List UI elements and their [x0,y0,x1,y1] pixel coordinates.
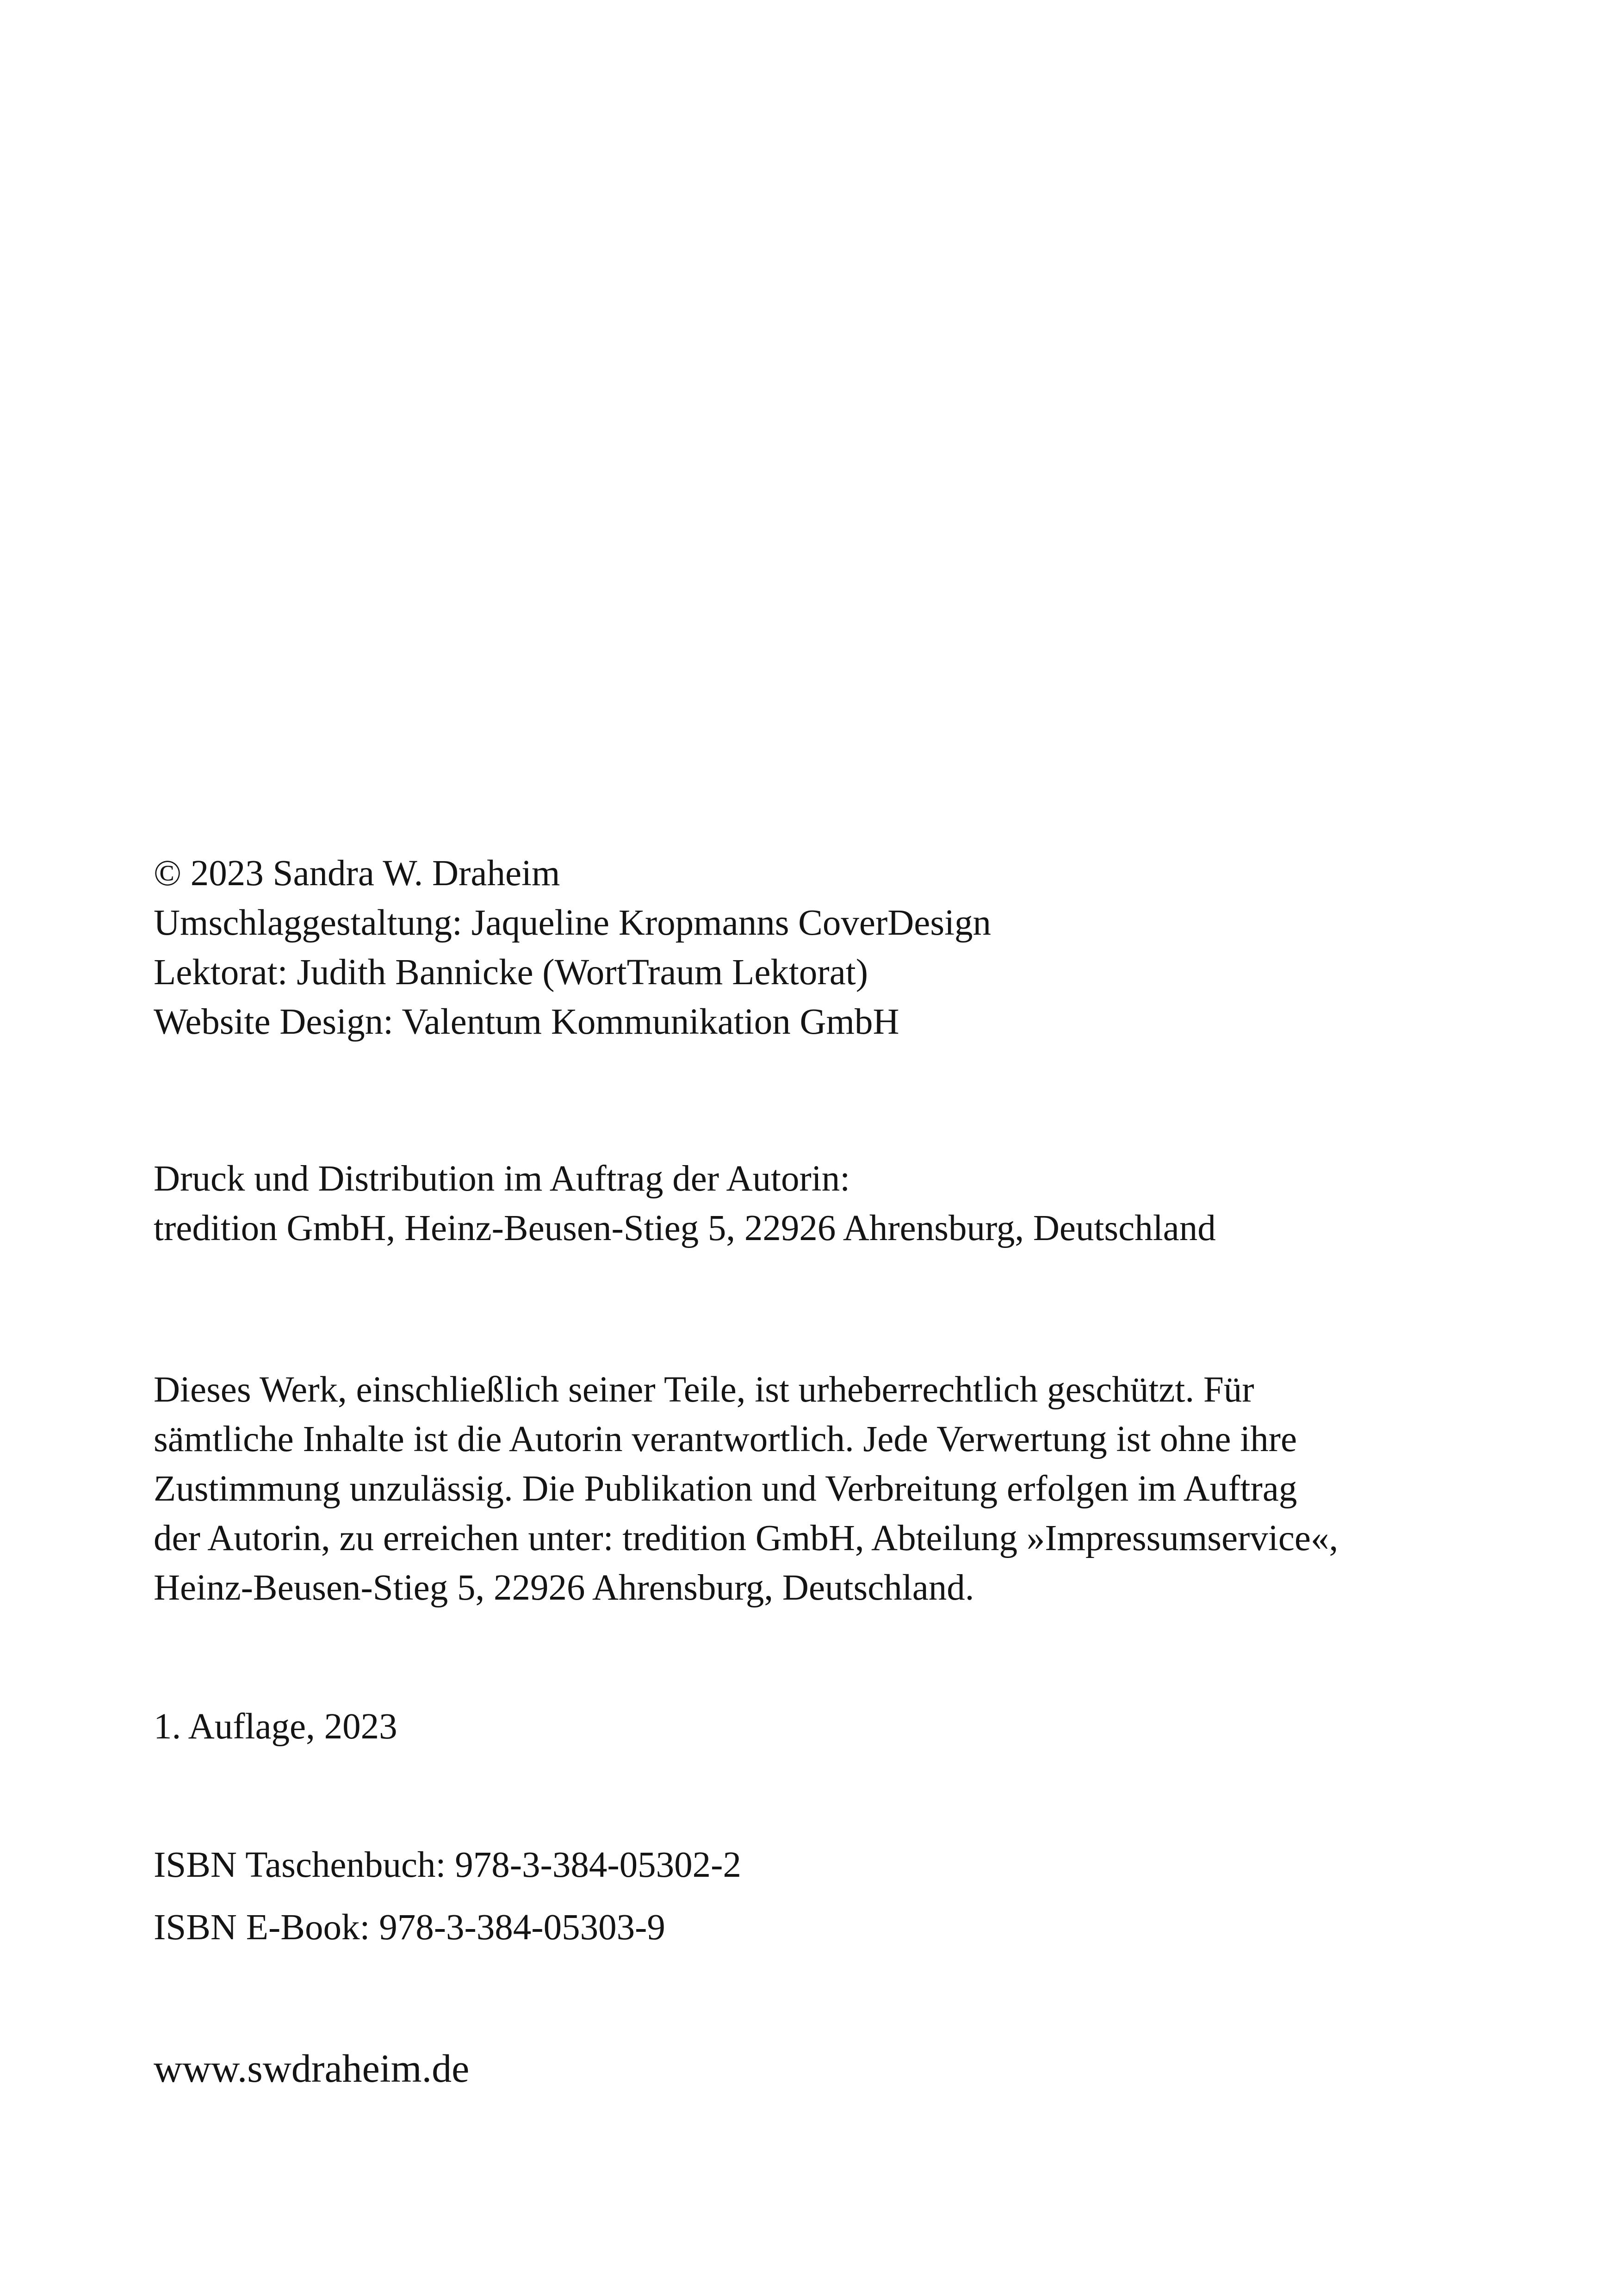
edition-line: 1. Auflage, 2023 [154,1706,397,1747]
legal-notice-line: Dieses Werk, einschließlich seiner Teile, ist urheberrechtlich geschützt. Für [154,1370,1254,1410]
isbn-ebook: ISBN E-Book: 978-3-384-05303-9 [154,1907,665,1948]
editing-line: Lektorat: Judith Bannicke (WortTraum Lektorat) [154,952,868,993]
legal-notice-line: der Autorin, zu erreichen unter: tredition GmbH, Abteilung »Impressumservice«, [154,1518,1339,1558]
cover-design-line: Umschlaggestaltung: Jaqueline Kropmanns CoverDesign [154,903,992,943]
legal-notice-block [154,1365,1479,1613]
website-design-line: Website Design: Valentum Kommunikation GmbH [154,1002,899,1042]
legal-notice-line: Zustimmung unzulässig. Die Publikation und Verbreitung erfolgen im Auftrag [154,1469,1297,1509]
isbn-paperback: ISBN Taschenbuch: 978-3-384-05302-2 [154,1845,741,1885]
distribution-heading: Druck und Distribution im Auftrag der Autorin: [154,1159,850,1199]
legal-notice-line: sämtliche Inhalte ist die Autorin verantwortlich. Jede Verwertung ist ohne ihre [154,1419,1297,1459]
website-block [154,2044,1479,2093]
distribution-block [154,1154,1479,1253]
distribution-address: tredition GmbH, Heinz-Beusen-Stieg 5, 22926 Ahrensburg, Deutschland [154,1208,1216,1248]
isbn-block [154,1840,1479,1965]
legal-notice-line: Heinz-Beusen-Stieg 5, 22926 Ahrensburg, Deutschland. [154,1568,974,1608]
copyright-line: © 2023 Sandra W. Draheim [154,853,560,894]
website-url: www.swdraheim.de [154,2046,470,2091]
credits-block [154,849,1479,1047]
edition-block [154,1702,1479,1751]
